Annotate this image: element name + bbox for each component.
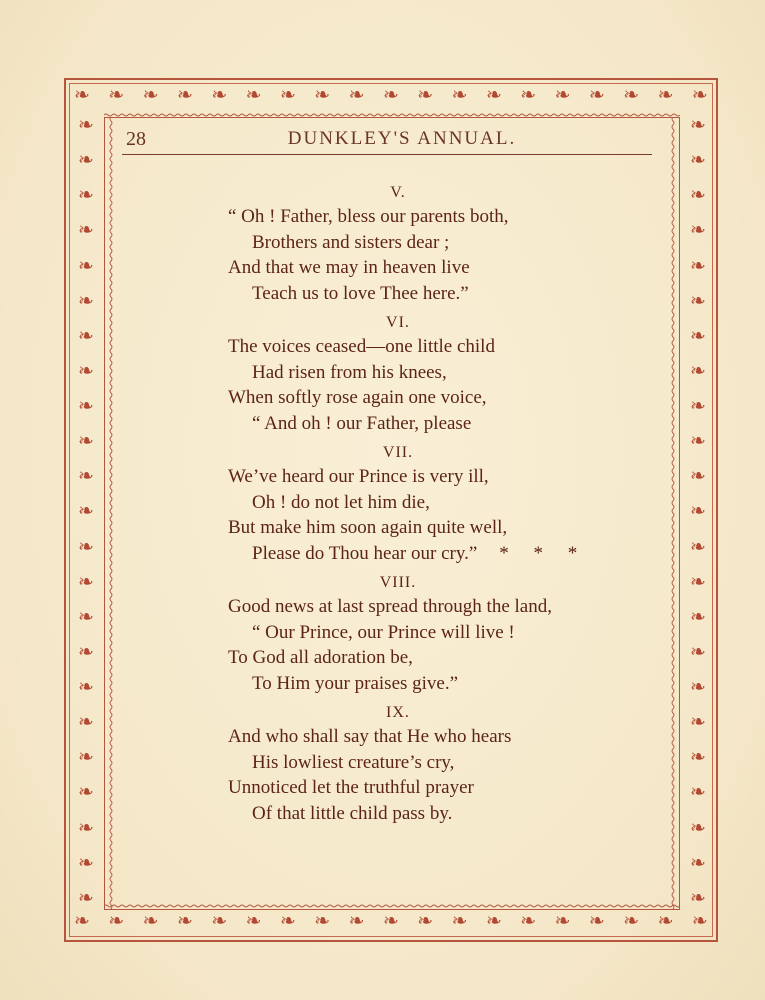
floral-scroll-icon: ❧ — [690, 535, 706, 558]
wavy-rule-left — [108, 117, 114, 910]
verse-line: Had risen from his knees, — [252, 361, 447, 383]
verse-line: Unnoticed let the truthful prayer — [228, 777, 474, 798]
wavy-rule-right — [670, 117, 676, 910]
verse-line: The voices ceased—one little child — [228, 336, 495, 357]
floral-scroll-icon: ❧ — [78, 430, 94, 453]
floral-scroll-icon: ❧ — [78, 324, 94, 347]
floral-scroll-icon: ❧ — [142, 84, 159, 106]
floral-scroll-icon: ❧ — [78, 114, 94, 136]
stanza-number: VIII. — [379, 574, 417, 591]
floral-scroll-icon: ❧ — [78, 781, 94, 804]
floral-scroll-icon: ❧ — [588, 910, 605, 932]
stanza — [228, 182, 648, 306]
floral-scroll-icon: ❧ — [623, 84, 640, 106]
floral-scroll-icon: ❧ — [176, 910, 193, 932]
stanza — [228, 312, 648, 436]
floral-scroll-icon: ❧ — [78, 816, 94, 839]
verse-line-text: Please do Thou hear our cry.” — [252, 542, 478, 564]
verse-line: But make him soon again quite well, — [228, 517, 508, 538]
floral-scroll-icon: ❧ — [690, 219, 706, 242]
floral-scroll-icon: ❧ — [690, 395, 706, 417]
floral-scroll-icon: ❧ — [451, 910, 468, 932]
asterisk-break: * * * — [499, 542, 578, 564]
floral-scroll-icon: ❧ — [279, 84, 296, 106]
floral-scroll-icon: ❧ — [690, 324, 706, 347]
floral-scroll-icon: ❧ — [78, 184, 94, 207]
floral-scroll-icon: ❧ — [417, 910, 434, 932]
floral-scroll-icon: ❧ — [485, 84, 502, 106]
floral-scroll-icon: ❧ — [211, 910, 228, 932]
floral-scroll-icon: ❧ — [78, 570, 94, 593]
floral-scroll-icon: ❧ — [245, 84, 262, 106]
floral-scroll-icon: ❧ — [142, 910, 159, 932]
verse-line: Of that little child pass by. — [252, 802, 453, 824]
ornament-border-bottom — [74, 912, 708, 931]
floral-scroll-icon: ❧ — [382, 910, 399, 932]
floral-scroll-icon: ❧ — [588, 84, 605, 106]
ornament-border-top — [74, 86, 708, 105]
floral-scroll-icon: ❧ — [78, 640, 94, 663]
header-rule — [122, 154, 652, 155]
floral-scroll-icon: ❧ — [382, 84, 399, 106]
ornament-border-left — [74, 116, 98, 908]
wavy-rule-top — [104, 112, 680, 118]
floral-scroll-icon: ❧ — [78, 219, 94, 242]
floral-scroll-icon: ❧ — [279, 910, 296, 932]
verse-line: To Him your praises give.” — [252, 672, 459, 694]
verse-line: And who shall say that He who hears — [228, 726, 512, 747]
floral-scroll-icon: ❧ — [691, 910, 708, 932]
floral-scroll-icon: ❧ — [78, 676, 94, 698]
stanza — [228, 702, 648, 826]
floral-scroll-icon: ❧ — [690, 359, 706, 382]
floral-scroll-icon: ❧ — [690, 570, 706, 593]
floral-scroll-icon: ❧ — [176, 84, 193, 106]
floral-scroll-icon: ❧ — [690, 254, 706, 277]
verse-line: To God all adoration be, — [228, 647, 413, 668]
floral-scroll-icon: ❧ — [485, 910, 502, 932]
running-head: DUNKLEY'S ANNUAL. — [287, 128, 517, 149]
floral-scroll-icon: ❧ — [211, 84, 228, 106]
floral-scroll-icon: ❧ — [690, 851, 706, 874]
floral-scroll-icon: ❧ — [108, 84, 125, 106]
stanza-number: VI. — [386, 314, 410, 331]
verse-line: His lowliest creature’s cry, — [252, 751, 455, 773]
floral-scroll-icon: ❧ — [451, 84, 468, 106]
floral-scroll-icon: ❧ — [623, 910, 640, 932]
floral-scroll-icon: ❧ — [520, 910, 537, 932]
floral-scroll-icon: ❧ — [78, 149, 94, 172]
floral-scroll-icon: ❧ — [690, 114, 706, 136]
floral-scroll-icon: ❧ — [78, 535, 94, 558]
floral-scroll-icon: ❧ — [657, 84, 674, 106]
floral-scroll-icon: ❧ — [348, 84, 365, 106]
floral-scroll-icon: ❧ — [314, 84, 331, 106]
floral-scroll-icon: ❧ — [78, 711, 94, 734]
stanza — [228, 572, 648, 696]
floral-scroll-icon: ❧ — [417, 84, 434, 106]
floral-scroll-icon: ❧ — [78, 465, 94, 488]
floral-scroll-icon: ❧ — [690, 711, 706, 734]
floral-scroll-icon: ❧ — [690, 430, 706, 453]
floral-scroll-icon: ❧ — [554, 910, 571, 932]
floral-scroll-icon: ❧ — [108, 910, 125, 932]
floral-scroll-icon: ❧ — [74, 910, 90, 932]
floral-scroll-icon: ❧ — [78, 605, 94, 628]
verse-line: Good news at last spread through the land, — [228, 596, 552, 617]
floral-scroll-icon: ❧ — [348, 910, 365, 932]
poem-body — [228, 182, 648, 832]
page-header — [122, 128, 652, 154]
floral-scroll-icon: ❧ — [657, 910, 674, 932]
floral-scroll-icon: ❧ — [78, 359, 94, 382]
floral-scroll-icon: ❧ — [78, 254, 94, 277]
floral-scroll-icon: ❧ — [690, 465, 706, 488]
floral-scroll-icon: ❧ — [74, 84, 90, 106]
verse-line: “ Oh ! Father, bless our parents both, — [228, 206, 509, 227]
verse-line: Teach us to love Thee here.” — [252, 282, 469, 304]
floral-scroll-icon: ❧ — [78, 289, 94, 312]
floral-scroll-icon: ❧ — [78, 851, 94, 874]
floral-scroll-icon: ❧ — [690, 289, 706, 312]
floral-scroll-icon: ❧ — [690, 816, 706, 839]
wavy-rule-bottom — [104, 903, 680, 909]
floral-scroll-icon: ❧ — [690, 886, 706, 909]
floral-scroll-icon: ❧ — [245, 910, 262, 932]
verse-line: We’ve heard our Prince is very ill, — [228, 466, 489, 487]
verse-line — [228, 541, 648, 567]
floral-scroll-icon: ❧ — [554, 84, 571, 106]
floral-scroll-icon: ❧ — [690, 149, 706, 172]
verse-line: And that we may in heaven live — [228, 257, 470, 278]
verse-line: Oh ! do not let him die, — [252, 491, 430, 513]
ornament-border-right — [686, 116, 710, 908]
stanza-number: IX. — [386, 704, 410, 721]
floral-scroll-icon: ❧ — [314, 910, 331, 932]
floral-scroll-icon: ❧ — [690, 781, 706, 804]
floral-scroll-icon: ❧ — [690, 676, 706, 698]
verse-line: Brothers and sisters dear ; — [252, 231, 450, 253]
verse-line: “ Our Prince, our Prince will live ! — [252, 621, 515, 643]
page-number: 28 — [126, 128, 146, 150]
verse-line: When softly rose again one voice, — [228, 387, 487, 408]
floral-scroll-icon: ❧ — [690, 605, 706, 628]
floral-scroll-icon: ❧ — [78, 886, 94, 909]
floral-scroll-icon: ❧ — [78, 395, 94, 417]
verse-line: “ And oh ! our Father, please — [252, 412, 472, 434]
floral-scroll-icon: ❧ — [690, 746, 706, 769]
floral-scroll-icon: ❧ — [690, 500, 706, 523]
floral-scroll-icon: ❧ — [520, 84, 537, 106]
floral-scroll-icon: ❧ — [690, 184, 706, 207]
floral-scroll-icon: ❧ — [691, 84, 708, 106]
stanza — [228, 442, 648, 566]
floral-scroll-icon: ❧ — [78, 500, 94, 523]
stanza-number: VII. — [382, 444, 414, 461]
floral-scroll-icon: ❧ — [690, 640, 706, 663]
floral-scroll-icon: ❧ — [78, 746, 94, 769]
stanza-number: V. — [390, 184, 406, 201]
